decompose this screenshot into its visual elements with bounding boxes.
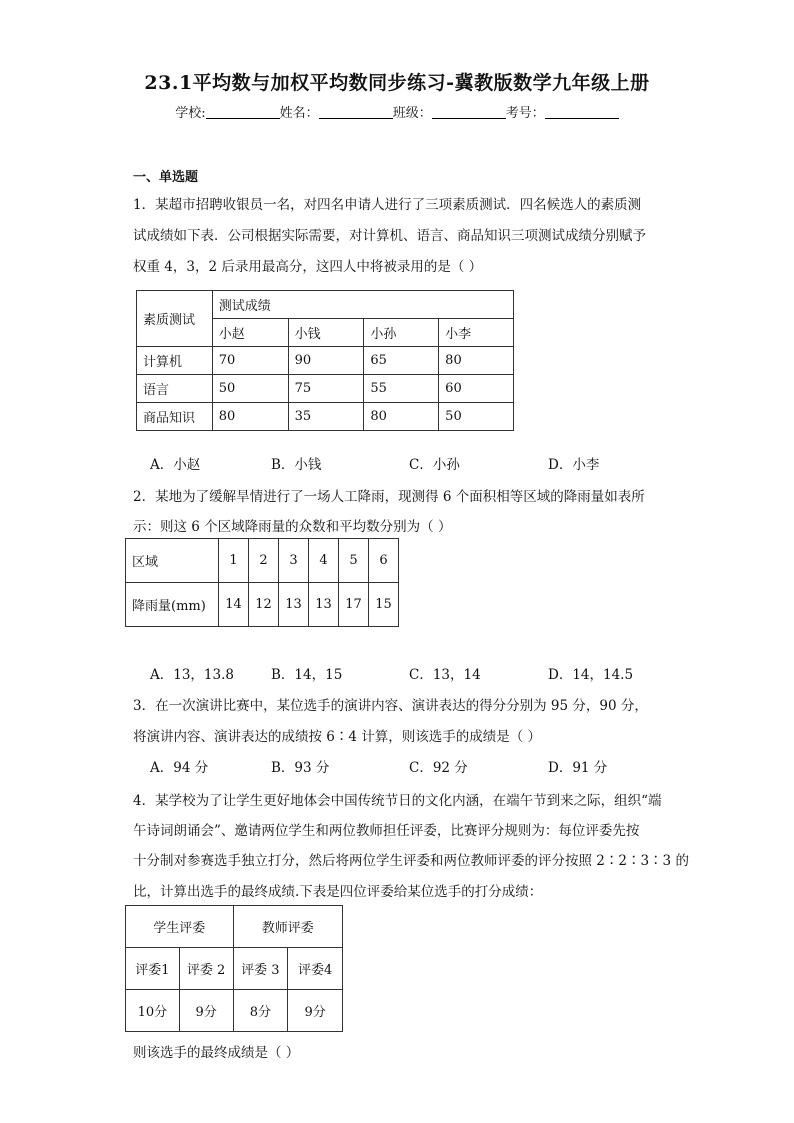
q1-col-header: 小李 xyxy=(439,319,514,347)
table-row xyxy=(126,990,343,1032)
q2-line-2: 示：则这 6 个区域降雨量的众数和平均数分别为（ ） xyxy=(133,519,452,535)
q2-cell: 15 xyxy=(368,583,398,627)
page-title: 23.1平均数与加权平均数同步练习-冀教版数学九年级上册 xyxy=(144,72,650,94)
q1-cell: 50 xyxy=(439,403,514,431)
table-row xyxy=(126,948,343,990)
q4-line-1: 4．某学校为了让学生更好地体会中国传统节日的文化内涵，在端午节到来之际，组织“端 xyxy=(133,793,662,809)
q2-option-d[interactable]: D．14，14.5 xyxy=(548,667,634,683)
q1-cell: 75 xyxy=(288,375,364,403)
table-row xyxy=(137,347,514,375)
q1-line-2: 试成绩如下表．公司根据实际需要，对计算机、语言、商品知识三项测试成绩分别赋予 xyxy=(133,228,646,244)
q2-option-c[interactable]: C．13，14 xyxy=(409,667,481,683)
q1-option-b[interactable]: B．小钱 xyxy=(271,457,322,473)
q3-option-c[interactable]: C．92 分 xyxy=(409,760,468,776)
q2-cell: 5 xyxy=(338,539,368,583)
q4-judges-table xyxy=(125,905,343,1032)
q1-line-1: 1．某超市招聘收银员一名，对四名申请人进行了三项素质测试．四名候选人的素质测 xyxy=(133,197,642,213)
q2-cell: 13 xyxy=(309,583,339,627)
q1-cell: 60 xyxy=(439,375,514,403)
school-label: 学校: xyxy=(175,106,206,121)
q2-row-label: 区域 xyxy=(126,539,219,583)
q4-score: 9分 xyxy=(179,990,233,1032)
q4-tail: 则该选手的最终成绩是（ ） xyxy=(133,1045,300,1061)
q2-cell: 1 xyxy=(219,539,249,583)
q4-line-3: 十分制对参赛选手独立打分，然后将两位学生评委和两位教师评委的评分按照 2∶2∶3∶3 的 xyxy=(133,853,689,869)
q3-line-1: 3．在一次演讲比赛中，某位选手的演讲内容、演讲表达的得分分别为 95 分，90 分， xyxy=(133,698,648,714)
q2-option-b[interactable]: B．14，15 xyxy=(271,667,343,683)
q4-judge-label: 评委 2 xyxy=(179,948,233,990)
q2-row-label: 降雨量(mm) xyxy=(126,583,219,627)
q1-cell: 70 xyxy=(212,347,288,375)
q1-cell: 55 xyxy=(364,375,439,403)
q1-row-label: 语言 xyxy=(137,375,213,403)
q1-col-header: 小钱 xyxy=(288,319,364,347)
q1-option-d[interactable]: D．小李 xyxy=(548,457,600,473)
q4-judge-label: 评委1 xyxy=(126,948,180,990)
q4-judge-label: 评委 3 xyxy=(233,948,288,990)
q1-score-table xyxy=(136,290,514,431)
class-label: 班级： xyxy=(392,106,432,121)
q1-cell: 80 xyxy=(212,403,288,431)
number-blank[interactable] xyxy=(545,104,619,119)
class-blank[interactable] xyxy=(432,104,506,119)
table-row xyxy=(126,539,399,583)
q1-cell: 90 xyxy=(288,347,364,375)
table-row xyxy=(137,375,514,403)
table-row xyxy=(137,403,514,431)
q1-row-label: 计算机 xyxy=(137,347,213,375)
q2-cell: 3 xyxy=(279,539,309,583)
q4-line-4: 比，计算出选手的最终成绩.下表是四位评委给某位选手的打分成绩： xyxy=(133,884,543,900)
q2-cell: 2 xyxy=(249,539,279,583)
q2-rainfall-table xyxy=(125,538,399,627)
q2-cell: 6 xyxy=(368,539,398,583)
q1-option-a[interactable]: A．小赵 xyxy=(150,457,201,473)
q4-group-header: 教师评委 xyxy=(233,906,343,948)
q4-score: 8分 xyxy=(233,990,288,1032)
q3-line-2: 将演讲内容、演讲表达的成绩按 6∶4 计算，则该选手的成绩是（ ） xyxy=(133,729,542,745)
name-blank[interactable] xyxy=(319,104,393,119)
q4-score: 10分 xyxy=(126,990,180,1032)
q3-option-b[interactable]: B．93 分 xyxy=(271,760,330,776)
q1-cell: 80 xyxy=(439,347,514,375)
q3-option-d[interactable]: D．91 分 xyxy=(548,760,608,776)
q3-option-a[interactable]: A．94 分 xyxy=(150,760,209,776)
q1-col-header: 小孙 xyxy=(364,319,439,347)
q2-cell: 4 xyxy=(309,539,339,583)
school-blank[interactable] xyxy=(206,104,280,119)
q2-cell: 13 xyxy=(279,583,309,627)
table-row xyxy=(126,906,343,948)
number-label: 考号： xyxy=(505,106,545,121)
table-row xyxy=(126,583,399,627)
q1-cell: 80 xyxy=(364,403,439,431)
q2-cell: 14 xyxy=(219,583,249,627)
q4-score: 9分 xyxy=(288,990,343,1032)
q1-col-header: 小赵 xyxy=(212,319,288,347)
q1-row-label: 商品知识 xyxy=(137,403,213,431)
q4-line-2: 午诗词朗诵会”、邀请两位学生和两位教师担任评委，比赛评分规则为：每位评委先按 xyxy=(133,823,640,839)
q2-cell: 12 xyxy=(249,583,279,627)
q4-judge-label: 评委4 xyxy=(288,948,343,990)
q1-cell: 35 xyxy=(288,403,364,431)
q1-cell: 50 xyxy=(212,375,288,403)
q2-option-a[interactable]: A．13，13.8 xyxy=(150,667,234,683)
section-title: 一、单选题 xyxy=(133,170,199,185)
q1-group-header: 测试成绩 xyxy=(212,291,513,319)
q2-line-1: 2．某地为了缓解旱情进行了一场人工降雨，现测得 6 个面积相等区域的降雨量如表所 xyxy=(133,489,645,505)
q4-group-header: 学生评委 xyxy=(126,906,234,948)
student-info-line xyxy=(0,102,794,121)
q2-cell: 17 xyxy=(338,583,368,627)
q1-option-c[interactable]: C．小孙 xyxy=(409,457,460,473)
name-label: 姓名： xyxy=(279,106,319,121)
q1-cell: 65 xyxy=(364,347,439,375)
q1-line-3: 权重 4，3，2 后录用最高分，这四人中将被录用的是（ ） xyxy=(133,259,483,275)
q1-corner-cell: 素质测试 xyxy=(137,291,213,347)
